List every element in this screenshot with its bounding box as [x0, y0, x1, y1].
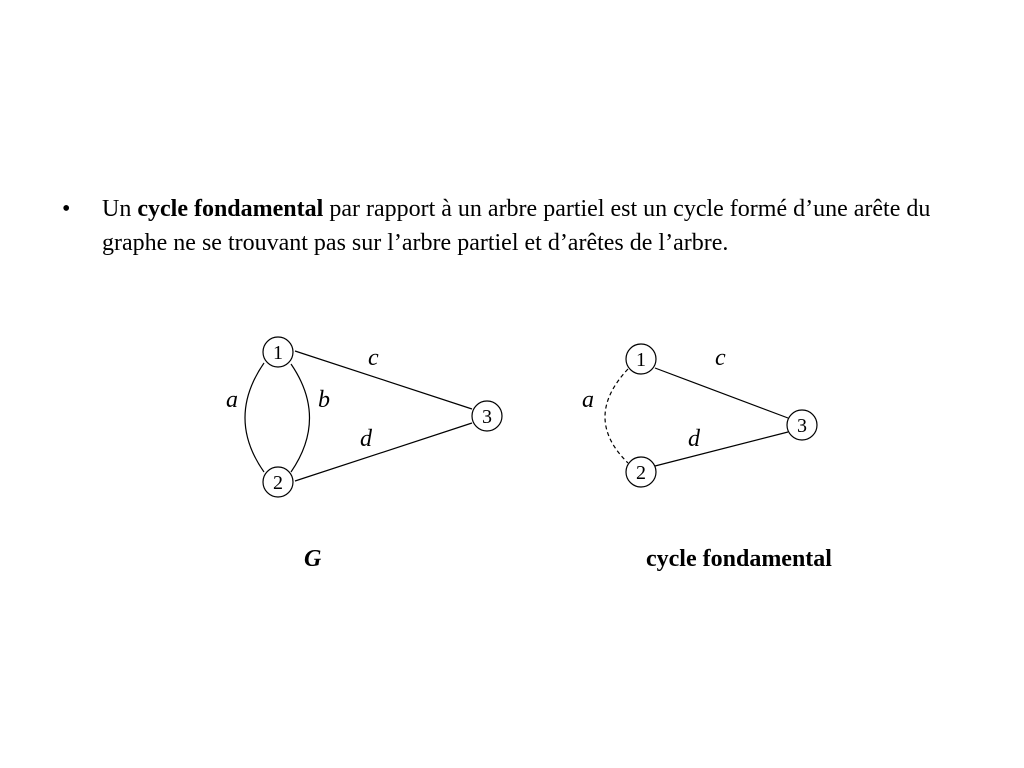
graph-g-node-2-label: 2 — [273, 472, 283, 494]
bullet-glyph: • — [62, 196, 71, 222]
graph-cycle-edge-d — [655, 432, 788, 466]
graph-cycle-node-1-label: 1 — [636, 349, 646, 371]
definition-term: cycle fondamental — [137, 196, 324, 222]
graph-cycle-label-a: a — [582, 387, 594, 413]
graph-g-label-c: c — [368, 345, 379, 371]
graph-cycle-node-3 — [787, 410, 817, 440]
graph-cycle-node-2-label: 2 — [636, 462, 646, 484]
graph-g-node-3-label: 3 — [482, 406, 492, 428]
definition-intro: Un — [102, 196, 138, 222]
definition-rest: par rapport à un arbre partiel est un cycle formé d’une arête du graphe ne se trouvant pas sur l’arbre partiel et d’arêtes de l’arbre. — [102, 196, 931, 256]
graph-g-label-b: b — [318, 387, 330, 413]
graph-g-label-a: a — [226, 387, 238, 413]
graph-cycle-node-2 — [626, 457, 656, 487]
graph-g-node-1-label: 1 — [273, 342, 283, 364]
caption-graph-g: G — [304, 546, 322, 572]
graph-cycle-node-1 — [626, 344, 656, 374]
graph-cycle-label-d: d — [688, 426, 700, 452]
graph-cycle-node-3-label: 3 — [797, 415, 807, 437]
graph-g-label-d: d — [360, 426, 372, 452]
graph-cycle-edge-c — [655, 368, 788, 418]
graph-cycle-label-c: c — [715, 345, 726, 371]
caption-cycle-fondamental: cycle fondamental — [646, 546, 832, 572]
graph-cycle-edge-a — [605, 369, 628, 463]
